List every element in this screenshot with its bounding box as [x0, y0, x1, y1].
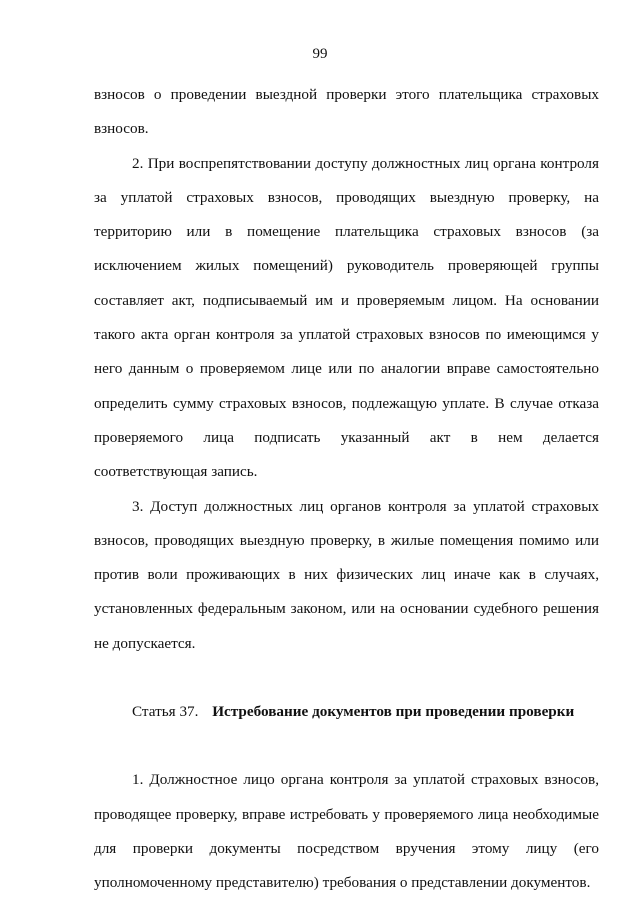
- article-label: Статья 37.: [132, 703, 199, 721]
- article-heading: [94, 695, 599, 729]
- paragraph-2: 2. При воспрепятствовании доступу должностных лиц органа контроля за уплатой страховых взносов, проводящих выездную проверку, на территорию или в помещение плательщика страховых взносов (за исключением жилых помещений) руководитель проверяющей группы составляет акт, подписываемый им и проверяемым лицом. На основании такого акта орган контроля за уплатой страховых взносов по имеющимся у него данным о проверяемом лице или по аналогии вправе самостоятельно определить сумму страховых взносов, подлежащую уплате. В случае отказа проверяемого лица подписать указанный акт в нем делается соответствующая запись.: [94, 154, 599, 481]
- article-paragraph-1: 1. Должностное лицо органа контроля за уплатой страховых взносов, проводящее проверку, вправе истребовать у проверяемого лица необходимые для проверки документы посредством вручения этому лицу (его уполномоченному представителю) требования о представлении документов.: [94, 771, 599, 892]
- document-body: [94, 78, 599, 901]
- page-number: 99: [312, 46, 328, 62]
- article-title: Истребование документов при проведении проверки: [212, 703, 575, 721]
- paragraph-3: 3. Доступ должностных лиц органов контроля за уплатой страховых взносов, проводящих выездную проверку, в жилые помещения помимо или против воли проживающих в них физических лиц иначе как в случаях, установленных федеральным законом, или на основании судебного решения не допускается.: [94, 497, 599, 652]
- paragraph-continuation: взносов о проведении выездной проверки этого плательщика страховых взносов.: [94, 86, 599, 138]
